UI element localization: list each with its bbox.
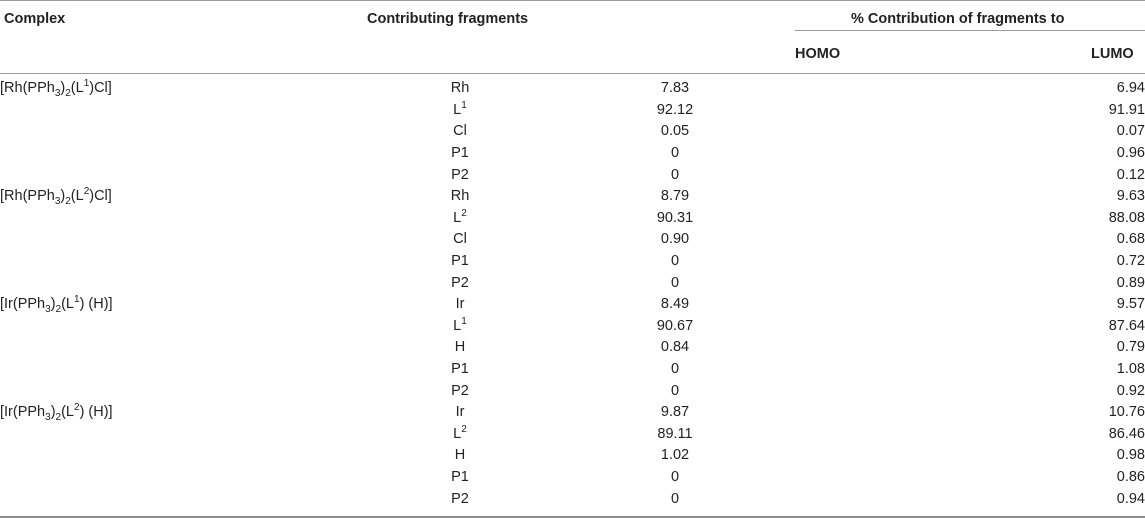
fragment-cell: $L^2$ xyxy=(453,423,467,442)
complex-cell xyxy=(0,272,380,294)
complex-cell xyxy=(0,488,380,510)
fragment-cell: $L^1$ xyxy=(453,316,467,334)
table-row xyxy=(0,294,1145,316)
lumo-cell: 0.68 xyxy=(1116,231,1145,248)
table-row xyxy=(0,229,1145,251)
complex-cell xyxy=(0,467,380,489)
fragment-cell: Ir xyxy=(455,296,465,313)
fragment-cell: P2 xyxy=(451,382,469,399)
lumo-cell: 0.72 xyxy=(1116,253,1145,270)
fragment-cell: Ir xyxy=(455,404,465,421)
complex-cell: $[Rh(PPh_3)_2(L^2)Cl]$ xyxy=(0,186,112,207)
table-row xyxy=(0,359,1145,381)
lumo-cell: 0.96 xyxy=(1116,145,1145,162)
table-row xyxy=(0,380,1145,402)
complex-cell: [$Ir(PPh_3)_2(L^2)$ (H)] xyxy=(0,402,113,423)
homo-cell: 0 xyxy=(670,468,680,485)
header-lumo: LUMO xyxy=(1091,46,1134,62)
fragment-cell: Cl xyxy=(453,231,467,248)
homo-cell: 7.83 xyxy=(660,80,690,97)
table-row xyxy=(0,488,1145,510)
fragment-cell: Cl xyxy=(453,123,467,140)
complex-cell xyxy=(0,229,380,251)
contribution-rule xyxy=(795,30,1145,31)
homo-cell: 92.12 xyxy=(656,101,694,118)
table-row xyxy=(0,467,1145,489)
complex-cell xyxy=(0,121,380,143)
lumo-cell: 9.63 xyxy=(1116,188,1145,205)
header-contributing-fragments: Contributing fragments xyxy=(367,11,529,27)
table-row xyxy=(0,251,1145,273)
fragment-cell: P1 xyxy=(451,145,469,162)
complex-cell xyxy=(0,316,380,338)
lumo-cell: 86.46 xyxy=(1108,425,1145,442)
complex-cell xyxy=(0,164,380,186)
homo-cell: 0.90 xyxy=(660,231,690,248)
homo-cell: 0 xyxy=(670,274,680,291)
complex-cell xyxy=(0,337,380,359)
fragment-cell: H xyxy=(454,339,466,356)
complex-cell: [$Ir(PPh_3)_2(L^1)$ (H)] xyxy=(0,294,113,315)
homo-cell: 0 xyxy=(670,166,680,183)
homo-cell: 0.84 xyxy=(660,339,690,356)
table-row xyxy=(0,337,1145,359)
complex-cell xyxy=(0,424,380,446)
homo-cell: 0 xyxy=(670,382,680,399)
lumo-cell: 0.98 xyxy=(1116,447,1145,464)
lumo-cell: 9.57 xyxy=(1116,296,1145,313)
fragment-cell: Rh xyxy=(450,80,470,97)
complex-cell xyxy=(0,143,380,165)
fragment-cell: $L^2$ xyxy=(453,208,467,226)
homo-cell: 90.31 xyxy=(656,209,694,226)
fragment-cell: P2 xyxy=(451,274,469,291)
table-row xyxy=(0,316,1145,338)
homo-cell: 0 xyxy=(670,361,680,378)
homo-cell: 8.79 xyxy=(660,188,690,205)
lumo-cell: 0.89 xyxy=(1116,274,1145,291)
table-row xyxy=(0,424,1145,446)
complex-cell xyxy=(0,100,380,122)
table-row xyxy=(0,121,1145,143)
lumo-cell: 91.91 xyxy=(1108,101,1145,118)
homo-cell: 8.49 xyxy=(660,296,690,313)
complex-cell xyxy=(0,445,380,467)
fragment-cell: H xyxy=(454,447,466,464)
complex-cell xyxy=(0,251,380,273)
table-body xyxy=(0,78,1145,510)
table-row xyxy=(0,164,1145,186)
table-row xyxy=(0,272,1145,294)
homo-cell: 0.05 xyxy=(660,123,690,140)
table-row xyxy=(0,143,1145,165)
fragment-cell: $L^1$ xyxy=(453,100,467,118)
table-row xyxy=(0,445,1145,467)
lumo-cell: 0.79 xyxy=(1116,339,1145,356)
header-contribution: % Contribution of fragments to xyxy=(851,11,1065,27)
lumo-cell: 0.12 xyxy=(1116,166,1145,183)
lumo-cell: 87.64 xyxy=(1108,317,1145,334)
table-row xyxy=(0,186,1145,208)
lumo-cell: 6.94 xyxy=(1116,80,1145,97)
lumo-cell: 10.76 xyxy=(1108,404,1145,421)
table-row xyxy=(0,402,1145,424)
complex-cell xyxy=(0,359,380,381)
homo-cell: 89.11 xyxy=(657,425,693,442)
lumo-cell: 0.94 xyxy=(1116,490,1145,507)
complex-cell xyxy=(0,208,380,230)
header-rule xyxy=(0,73,1145,74)
homo-cell: 0 xyxy=(670,490,680,507)
fragment-cell: P1 xyxy=(451,253,469,270)
top-rule xyxy=(0,0,1145,1)
header-complex: Complex xyxy=(4,11,66,27)
table-row xyxy=(0,208,1145,230)
fragment-cell: Rh xyxy=(450,188,470,205)
homo-cell: 9.87 xyxy=(660,404,690,421)
lumo-cell: 88.08 xyxy=(1108,209,1145,226)
homo-cell: 90.67 xyxy=(656,317,694,334)
lumo-cell: 1.08 xyxy=(1116,361,1145,378)
header-homo: HOMO xyxy=(795,46,841,62)
lumo-cell: 0.92 xyxy=(1116,382,1145,399)
lumo-cell: 0.07 xyxy=(1116,123,1145,140)
fragment-cell: P1 xyxy=(451,361,469,378)
table-row xyxy=(0,78,1145,100)
fragment-cell: P1 xyxy=(451,468,469,485)
fragment-cell: P2 xyxy=(451,166,469,183)
homo-cell: 1.02 xyxy=(660,447,690,464)
complex-cell: $[Rh(PPh_3)_2(L^1)Cl]$ xyxy=(0,78,112,99)
table-row xyxy=(0,100,1145,122)
lumo-cell: 0.86 xyxy=(1116,468,1145,485)
homo-cell: 0 xyxy=(670,145,680,162)
complex-cell xyxy=(0,380,380,402)
homo-cell: 0 xyxy=(670,253,680,270)
fragment-cell: P2 xyxy=(451,490,469,507)
